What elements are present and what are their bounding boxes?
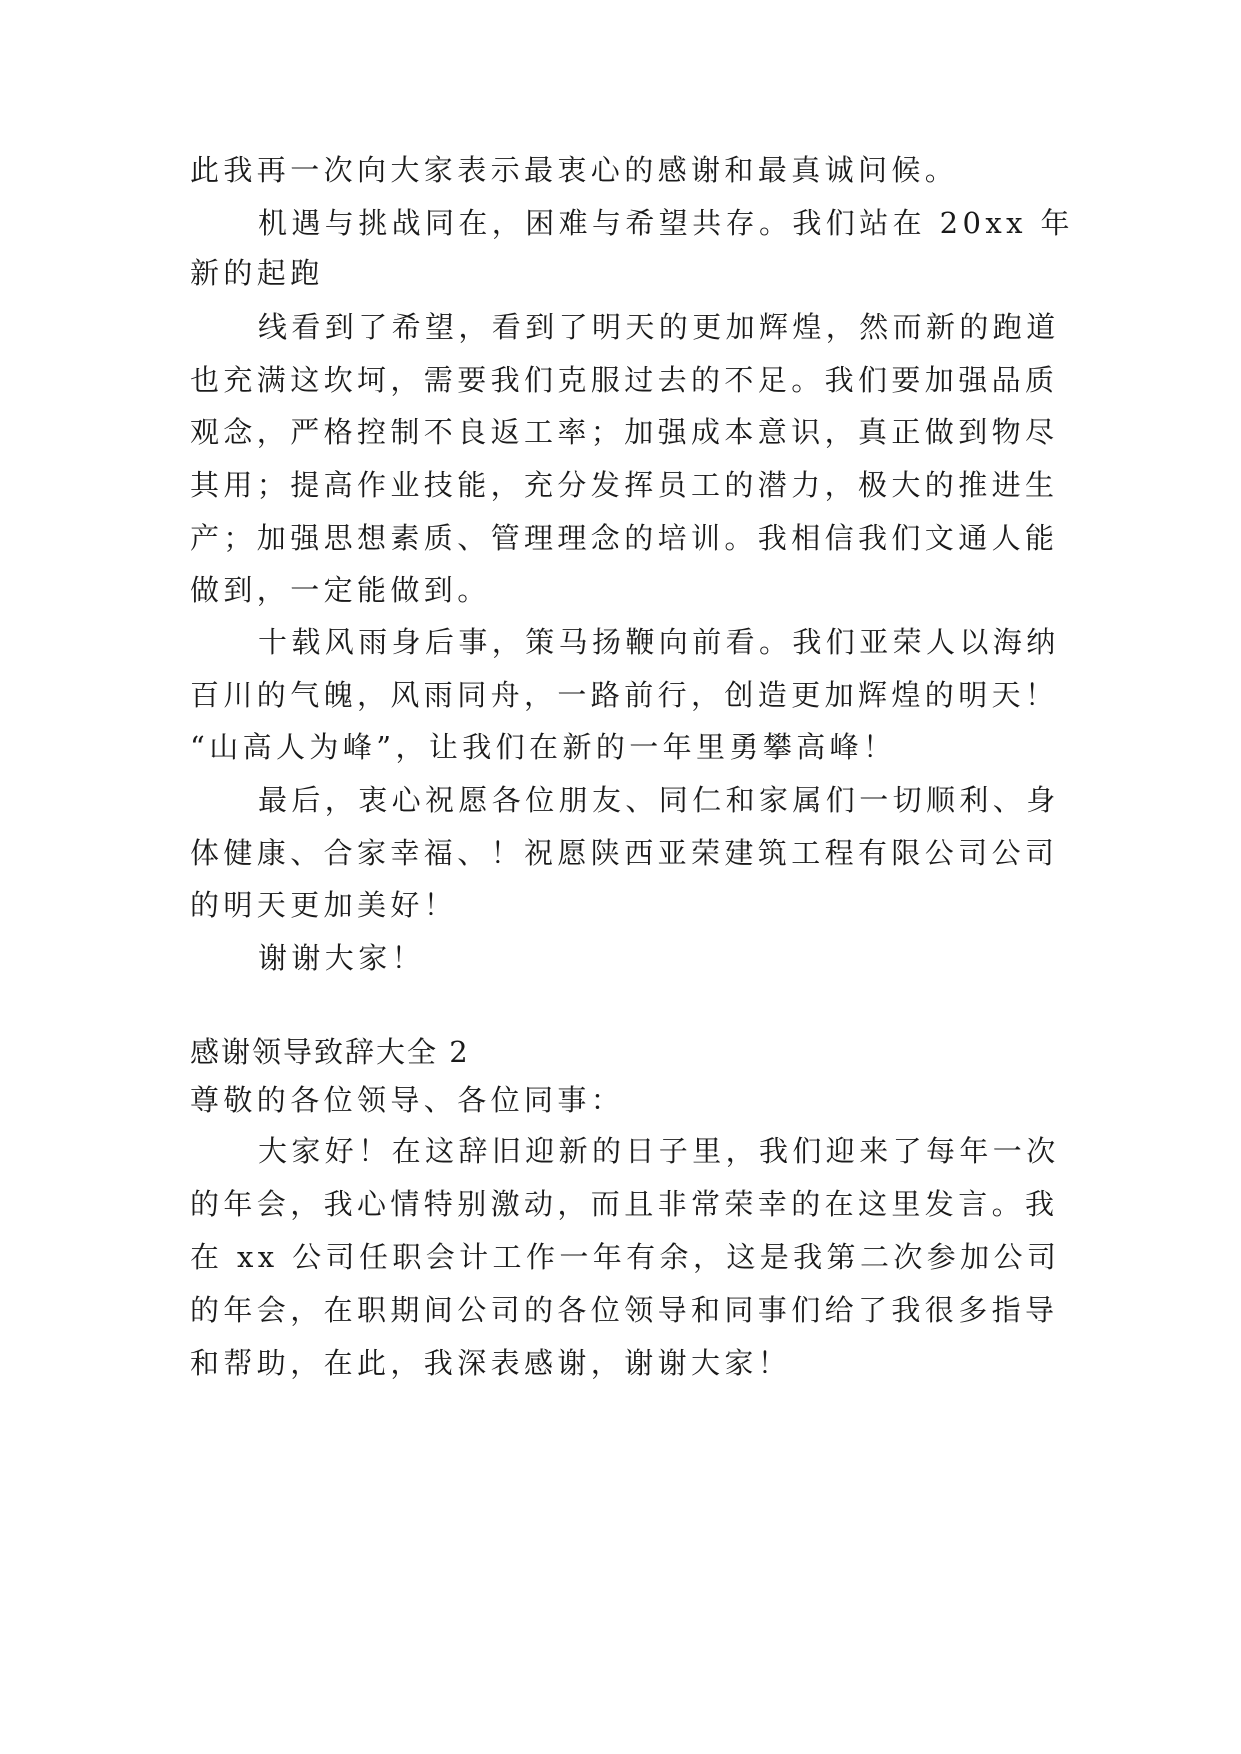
paragraph-line: 和帮助，在此，我深表感谢，谢谢大家！ bbox=[190, 1346, 792, 1380]
paragraph-line: 此我再一次向大家表示最衷心的感谢和最真诚问候。 bbox=[190, 153, 959, 187]
paragraph-line: 体健康、合家幸福、！祝愿陕西亚荣建筑工程有限公司公司 bbox=[190, 836, 1059, 870]
paragraph-line: 的明天更加美好！ bbox=[190, 888, 458, 922]
salutation: 尊敬的各位领导、各位同事： bbox=[190, 1083, 625, 1117]
paragraph-line: 在 xx 公司任职会计工作一年有余，这是我第二次参加公司 bbox=[190, 1240, 1061, 1274]
paragraph-line: 产；加强思想素质、管理理念的培训。我相信我们文通人能 bbox=[190, 521, 1059, 555]
section-heading: 感谢领导致辞大全 2 bbox=[190, 1035, 470, 1069]
paragraph-line: 大家好！在这辞旧迎新的日子里，我们迎来了每年一次 bbox=[258, 1134, 1060, 1168]
paragraph-line: 其用；提高作业技能，充分发挥员工的潜力，极大的推进生 bbox=[190, 468, 1059, 502]
paragraph-line: 的年会，我心情特别激动，而且非常荣幸的在这里发言。我 bbox=[190, 1187, 1059, 1221]
paragraph-line: “山高人为峰”，让我们在新的一年里勇攀高峰！ bbox=[190, 730, 897, 764]
paragraph-line: 谢谢大家！ bbox=[258, 941, 426, 975]
paragraph-line: 新的起跑 bbox=[190, 256, 324, 290]
paragraph-line: 也充满这坎坷，需要我们克服过去的不足。我们要加强品质 bbox=[190, 363, 1059, 397]
paragraph-line: 百川的气魄，风雨同舟，一路前行，创造更加辉煌的明天！ bbox=[190, 678, 1059, 712]
paragraph-line: 的年会，在职期间公司的各位领导和同事们给了我很多指导 bbox=[190, 1293, 1059, 1327]
paragraph-line: 做到，一定能做到。 bbox=[190, 573, 491, 607]
paragraph-line: 最后，衷心祝愿各位朋友、同仁和家属们一切顺利、身 bbox=[258, 783, 1060, 817]
paragraph-line: 十载风雨身后事，策马扬鞭向前看。我们亚荣人以海纳 bbox=[258, 625, 1060, 659]
paragraph-line: 线看到了希望，看到了明天的更加辉煌，然而新的跑道 bbox=[258, 310, 1060, 344]
paragraph-line: 观念，严格控制不良返工率；加强成本意识，真正做到物尽 bbox=[190, 415, 1059, 449]
paragraph-line: 机遇与挑战同在，困难与希望共存。我们站在 20xx 年 bbox=[258, 206, 1074, 240]
